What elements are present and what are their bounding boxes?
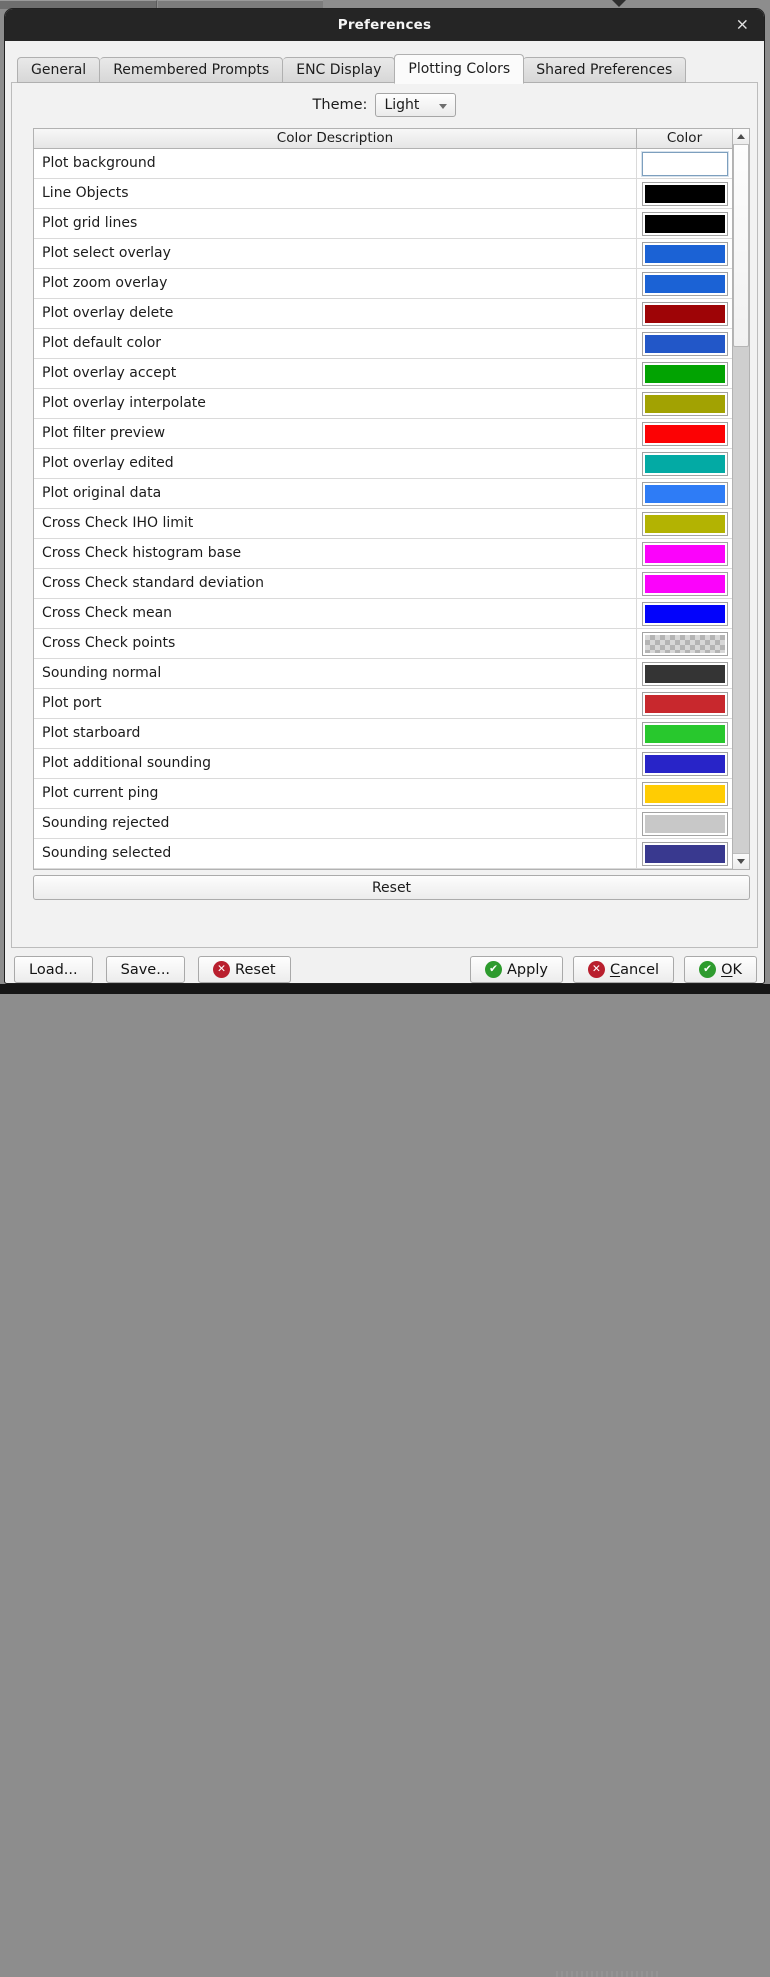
color-cell (637, 179, 732, 208)
color-fill (645, 665, 725, 683)
table-row[interactable] (34, 599, 732, 629)
table-row[interactable] (34, 179, 732, 209)
background-caret-icon (612, 0, 626, 7)
plotting-colors-panel (11, 82, 758, 948)
color-description: Cross Check IHO limit (34, 509, 637, 538)
color-swatch[interactable] (642, 722, 728, 746)
color-swatch[interactable] (642, 782, 728, 806)
color-description: Plot default color (34, 329, 637, 358)
color-cell (637, 509, 732, 538)
scrollbar-track[interactable] (733, 347, 749, 853)
color-description: Plot filter preview (34, 419, 637, 448)
color-fill (645, 245, 725, 263)
table-row[interactable] (34, 269, 732, 299)
table-row[interactable] (34, 329, 732, 359)
color-table-rows (34, 149, 732, 869)
table-row[interactable] (34, 569, 732, 599)
color-cell (637, 659, 732, 688)
table-row[interactable] (34, 299, 732, 329)
color-description: Cross Check mean (34, 599, 637, 628)
color-swatch[interactable] (642, 182, 728, 206)
color-fill (645, 155, 725, 173)
color-cell (637, 419, 732, 448)
color-fill (645, 575, 725, 593)
cancel-button[interactable] (573, 956, 674, 983)
table-row[interactable] (34, 209, 732, 239)
header-color-description: Color Description (34, 129, 637, 148)
color-swatch[interactable] (642, 842, 728, 866)
color-cell (637, 209, 732, 238)
color-swatch[interactable] (642, 332, 728, 356)
color-swatch[interactable] (642, 422, 728, 446)
color-fill (645, 305, 725, 323)
arrow-up-icon (737, 134, 745, 139)
color-fill (645, 395, 725, 413)
table-row[interactable] (34, 629, 732, 659)
color-swatch[interactable] (642, 512, 728, 536)
color-description: Plot overlay edited (34, 449, 637, 478)
color-description: Sounding rejected (34, 809, 637, 838)
preferences-dialog (4, 8, 765, 984)
color-description: Plot background (34, 149, 637, 178)
scrollbar-down-button[interactable] (733, 853, 749, 869)
color-description: Plot select overlay (34, 239, 637, 268)
table-row[interactable] (34, 449, 732, 479)
button-label: OK (721, 961, 742, 978)
table-row[interactable] (34, 779, 732, 809)
color-cell (637, 779, 732, 808)
apply-button[interactable] (470, 956, 563, 983)
color-fill (645, 275, 725, 293)
vertical-scrollbar[interactable] (732, 129, 749, 869)
color-description: Plot port (34, 689, 637, 718)
color-cell (637, 839, 732, 868)
color-fill (645, 755, 725, 773)
color-fill (645, 695, 725, 713)
tab-bar (17, 53, 686, 83)
cancel-circle-icon: ✕ (213, 961, 230, 978)
color-cell (637, 539, 732, 568)
color-description: Sounding normal (34, 659, 637, 688)
color-cell (637, 719, 732, 748)
color-cell (637, 479, 732, 508)
color-cell (637, 149, 732, 178)
scrollbar-thumb[interactable] (733, 145, 749, 347)
color-cell (637, 329, 732, 358)
color-fill (645, 185, 725, 203)
color-cell (637, 359, 732, 388)
table-row[interactable] (34, 839, 732, 869)
transparent-checker-icon (645, 635, 725, 653)
color-swatch[interactable] (642, 362, 728, 386)
color-fill (645, 365, 725, 383)
color-swatch[interactable] (642, 452, 728, 476)
color-description: Plot overlay accept (34, 359, 637, 388)
color-swatch[interactable] (642, 812, 728, 836)
color-swatch[interactable] (642, 482, 728, 506)
button-label: Cancel (609, 961, 660, 978)
button-label: Load... (29, 961, 78, 978)
table-row[interactable] (34, 149, 732, 179)
color-description: Cross Check histogram base (34, 539, 637, 568)
color-fill (645, 485, 725, 503)
color-description: Plot additional sounding (34, 749, 637, 778)
button-label: Save... (120, 961, 171, 978)
button-label: Apply (507, 961, 548, 978)
color-fill (645, 455, 725, 473)
color-fill (645, 425, 725, 443)
arrow-down-icon (737, 859, 745, 864)
color-swatch[interactable] (642, 392, 728, 416)
color-fill (645, 815, 725, 833)
table-row[interactable] (34, 719, 732, 749)
color-description: Plot original data (34, 479, 637, 508)
scrollbar-up-button[interactable] (733, 129, 749, 145)
color-description: Sounding selected (34, 839, 637, 868)
color-fill (645, 725, 725, 743)
chevron-down-icon (439, 104, 447, 109)
color-description: Plot starboard (34, 719, 637, 748)
color-description: Plot grid lines (34, 209, 637, 238)
color-table (33, 128, 750, 870)
footer-right-buttons (470, 956, 757, 983)
tab-general[interactable]: General (17, 57, 100, 83)
table-row[interactable] (34, 419, 732, 449)
color-description: Plot overlay delete (34, 299, 637, 328)
footer-left-buttons (14, 956, 291, 983)
color-fill (645, 215, 725, 233)
color-fill (645, 785, 725, 803)
color-fill (645, 335, 725, 353)
table-row[interactable] (34, 479, 732, 509)
color-cell (637, 389, 732, 418)
ok-button[interactable] (684, 956, 757, 983)
color-swatch[interactable] (642, 632, 728, 656)
color-swatch[interactable] (642, 542, 728, 566)
color-cell (637, 569, 732, 598)
titlebar[interactable] (5, 9, 764, 41)
color-description: Line Objects (34, 179, 637, 208)
color-cell (637, 599, 732, 628)
color-cell (637, 299, 732, 328)
tab-remembered-prompts[interactable]: Remembered Prompts (100, 57, 283, 83)
table-row[interactable] (34, 749, 732, 779)
tab-enc-display[interactable]: ENC Display (283, 57, 395, 83)
check-circle-icon: ✔ (485, 961, 502, 978)
table-row[interactable] (34, 509, 732, 539)
color-swatch[interactable] (642, 152, 728, 176)
color-cell (637, 629, 732, 658)
table-row[interactable] (34, 689, 732, 719)
color-swatch[interactable] (642, 752, 728, 776)
color-swatch[interactable] (642, 602, 728, 626)
button-label: Reset (235, 961, 276, 978)
color-cell (637, 749, 732, 778)
color-cell (637, 239, 732, 268)
background-window-bottom-bar (0, 984, 770, 994)
table-row[interactable] (34, 359, 732, 389)
color-fill (645, 845, 725, 863)
color-swatch[interactable] (642, 272, 728, 296)
color-swatch[interactable] (642, 302, 728, 326)
color-swatch[interactable] (642, 572, 728, 596)
color-fill (645, 515, 725, 533)
close-icon[interactable]: × (735, 14, 749, 34)
color-table-header (34, 129, 732, 149)
reset-colors-button[interactable]: Reset (33, 875, 750, 900)
color-swatch[interactable] (642, 692, 728, 716)
color-fill (645, 605, 725, 623)
cancel-circle-icon: ✕ (588, 961, 605, 978)
color-table-main (34, 129, 732, 869)
tab-shared-preferences[interactable]: Shared Preferences (523, 57, 686, 83)
theme-select[interactable] (375, 93, 456, 117)
color-description: Plot zoom overlay (34, 269, 637, 298)
table-row[interactable] (34, 239, 732, 269)
color-cell (637, 269, 732, 298)
color-description: Plot current ping (34, 779, 637, 808)
reset-button[interactable] (198, 956, 291, 983)
color-swatch[interactable] (642, 212, 728, 236)
color-description: Cross Check points (34, 629, 637, 658)
color-cell (637, 809, 732, 838)
check-circle-icon: ✔ (699, 961, 716, 978)
table-row[interactable] (34, 389, 732, 419)
theme-selected-value: Light (384, 97, 420, 113)
color-swatch[interactable] (642, 662, 728, 686)
color-description: Plot overlay interpolate (34, 389, 637, 418)
color-cell (637, 449, 732, 478)
theme-row (12, 93, 757, 117)
dialog-title: Preferences (337, 17, 432, 33)
background-window-text-marks (556, 1971, 661, 1977)
color-swatch[interactable] (642, 242, 728, 266)
table-row[interactable] (34, 809, 732, 839)
color-cell (637, 689, 732, 718)
theme-label: Theme: (312, 97, 368, 113)
table-row[interactable] (34, 539, 732, 569)
color-description: Cross Check standard deviation (34, 569, 637, 598)
tab-plotting-colors[interactable]: Plotting Colors (394, 54, 524, 84)
header-color: Color (666, 130, 703, 146)
load-button[interactable] (14, 956, 93, 983)
table-row[interactable] (34, 659, 732, 689)
save-button[interactable] (106, 956, 185, 983)
color-fill (645, 545, 725, 563)
